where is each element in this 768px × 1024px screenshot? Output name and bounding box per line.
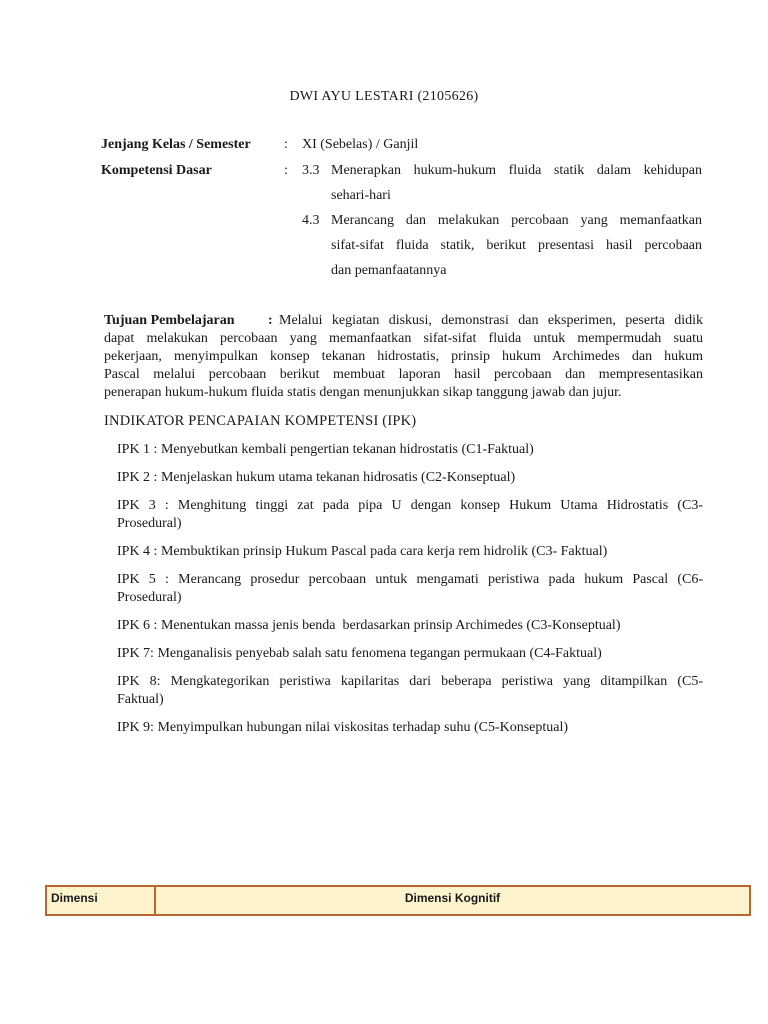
ipk-item-continuation: Faktual): [117, 692, 164, 707]
ipk-item: IPK 3 : Menghitung tinggi zat pada pipa U dengan konsep Hukum Utama Hidrostatis (C3-: [117, 498, 703, 513]
table-header-dimensi: Dimensi: [51, 891, 98, 905]
kd-item-4-3-line: Merancang dan melakukan percobaan yang memanfaatkan: [331, 213, 702, 228]
tujuan-text-line: Melalui kegiatan diskusi, demonstrasi dan eksperimen, peserta didik: [279, 313, 703, 328]
tujuan-text-line: pekerjaan, menyimpulkan konsep tekanan hidrostatis, prinsip hukum Archimedes dan hukum: [104, 349, 703, 364]
tujuan-colon: :: [268, 313, 273, 328]
document-author-title: DWI AYU LESTARI (2105626): [289, 89, 479, 104]
ipk-item: IPK 6 : Menentukan massa jenis benda berdasarkan prinsip Archimedes (C3-Konseptual): [117, 618, 621, 633]
kd-item-3-3-line: Menerapkan hukum-hukum fluida statik dalam kehidupan: [331, 163, 702, 178]
tujuan-text-line: dapat melakukan percobaan yang memanfaatkan sifat-sifat fluida untuk mempermudah suatu: [104, 331, 703, 346]
kd-item-3-3-num: 3.3: [302, 163, 320, 178]
tujuan-text-line: penerapan hukum-hukum fluida statis dengan menunjukkan sikap tanggung jawab dan jujur.: [104, 385, 622, 400]
ipk-item: IPK 2 : Menjelaskan hukum utama tekanan hidrosatis (C2-Konseptual): [117, 470, 516, 485]
tujuan-text-line: Pascal melalui percobaan berikut membuat laporan hasil percobaan dan mempresentasikan: [104, 367, 703, 382]
grade-label: Jenjang Kelas / Semester: [101, 137, 251, 152]
ipk-item: IPK 7: Menganalisis penyebab salah satu fenomena tegangan permukaan (C4-Faktual): [117, 646, 602, 661]
kd-item-3-3-line: sehari-hari: [331, 188, 391, 203]
ipk-item: IPK 8: Mengkategorikan peristiwa kapilaritas dari beberapa peristiwa yang ditampilkan (C5-: [117, 674, 703, 689]
ipk-heading: INDIKATOR PENCAPAIAN KOMPETENSI (IPK): [104, 413, 417, 429]
ipk-item: IPK 1 : Menyebutkan kembali pengertian tekanan hidrostatis (C1-Faktual): [117, 442, 534, 457]
ipk-item: IPK 4 : Membuktikan prinsip Hukum Pascal pada cara kerja rem hidrolik (C3- Faktual): [117, 544, 608, 559]
grade-value: XI (Sebelas) / Ganjil: [302, 137, 419, 152]
table-header-dimensi-kognitif: Dimensi Kognitif: [404, 891, 501, 905]
cognitive-dimension-table-header: [45, 885, 751, 916]
kd-item-4-3-line: dan pemanfaatannya: [331, 263, 447, 278]
kd-item-4-3-num: 4.3: [302, 213, 320, 228]
ipk-item: IPK 9: Menyimpulkan hubungan nilai viskositas terhadap suhu (C5-Konseptual): [117, 720, 569, 735]
kd-colon: :: [284, 163, 288, 178]
grade-colon: :: [284, 137, 288, 152]
ipk-item: IPK 5 : Merancang prosedur percobaan untuk mengamati peristiwa pada hukum Pascal (C6-: [117, 572, 703, 587]
kd-label: Kompetensi Dasar: [101, 163, 212, 178]
kd-item-4-3-line: sifat-sifat fluida statik, berikut presentasi hasil percobaan: [331, 238, 702, 253]
ipk-item-continuation: Prosedural): [117, 516, 182, 531]
tujuan-label: Tujuan Pembelajaran: [104, 313, 235, 328]
ipk-item-continuation: Prosedural): [117, 590, 182, 605]
